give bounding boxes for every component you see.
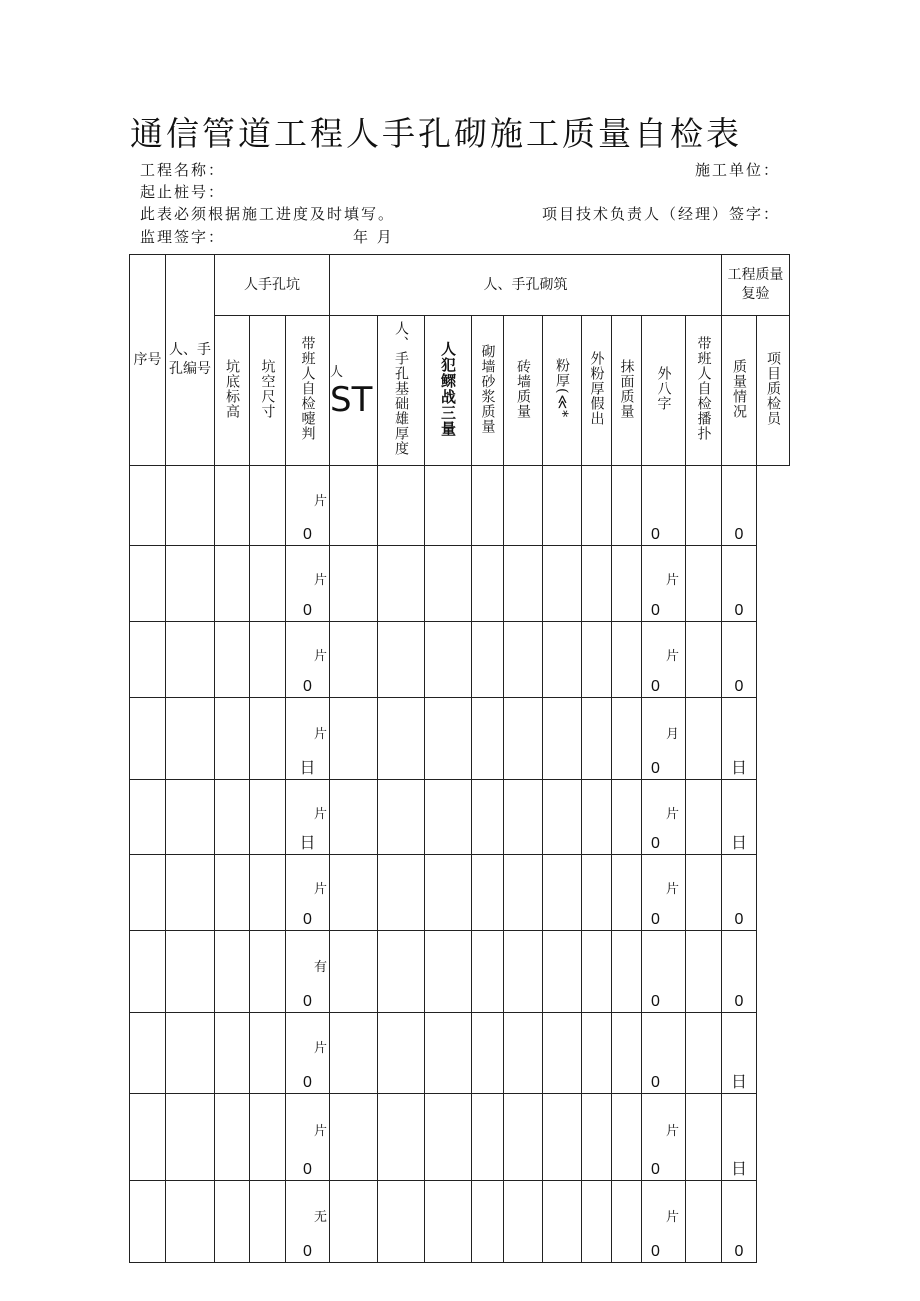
construction-unit-label: 施工单位： [695, 161, 781, 179]
table-cell[interactable] [582, 546, 612, 622]
table-cell[interactable] [722, 855, 757, 931]
table-cell[interactable] [330, 698, 378, 780]
cell-mark: 0 [651, 760, 660, 777]
cell-mark: 日 [730, 1161, 747, 1178]
table-cell[interactable] [378, 855, 425, 931]
table-cell[interactable] [472, 546, 504, 622]
table-cell[interactable] [425, 622, 472, 698]
table-cell[interactable] [722, 698, 757, 780]
table-row [130, 780, 790, 855]
table-cell[interactable] [215, 698, 250, 780]
cell-mark: 0 [303, 678, 312, 695]
table-cell[interactable] [504, 855, 543, 931]
table-cell[interactable] [582, 698, 612, 780]
cell-mark: 片 [665, 649, 679, 664]
cell-mark: 0 [303, 602, 312, 619]
inspection-table [129, 254, 790, 1263]
table-cell[interactable] [166, 1013, 215, 1094]
table-cell[interactable] [378, 780, 425, 855]
table-row [130, 1181, 790, 1263]
table-cell[interactable] [250, 931, 286, 1013]
table-cell[interactable] [425, 546, 472, 622]
table-cell[interactable] [543, 622, 582, 698]
cell-mark: 0 [651, 526, 660, 543]
cell-mark: 0 [734, 911, 744, 928]
table-cell[interactable] [722, 931, 757, 1013]
cell-mark: 0 [734, 678, 744, 695]
table-cell[interactable] [472, 622, 504, 698]
cell-mark: 片 [313, 573, 327, 588]
table-cell[interactable] [582, 780, 612, 855]
table-cell[interactable] [215, 466, 250, 546]
table-cell[interactable] [166, 1181, 215, 1263]
table-cell[interactable] [425, 1013, 472, 1094]
table-cell[interactable] [686, 546, 722, 622]
cell-mark: 片 [313, 1124, 327, 1139]
table-cell[interactable] [504, 1013, 543, 1094]
table-cell[interactable] [250, 780, 286, 855]
table-cell[interactable] [642, 466, 686, 546]
table-cell[interactable] [425, 1181, 472, 1263]
table-cell[interactable] [166, 546, 215, 622]
table-cell[interactable] [642, 698, 686, 780]
cell-mark: 片 [665, 807, 679, 822]
table-cell[interactable] [330, 622, 378, 698]
table-cell[interactable] [686, 1013, 722, 1094]
table-cell[interactable] [582, 1181, 612, 1263]
cell-mark: 0 [651, 911, 660, 928]
table-cell[interactable] [686, 855, 722, 931]
table-cell[interactable] [686, 780, 722, 855]
table-cell[interactable] [722, 466, 757, 546]
cell-mark: 有 [313, 960, 327, 975]
table-cell[interactable] [378, 1013, 425, 1094]
cell-mark: 0 [734, 602, 744, 619]
header-pit-size: 坑空尺寸 [250, 316, 286, 466]
table-cell[interactable] [166, 931, 215, 1013]
table-cell[interactable] [130, 1094, 166, 1181]
table-cell[interactable] [686, 466, 722, 546]
table-cell[interactable] [166, 780, 215, 855]
header-build-group: 人、手孔砌筑 [330, 255, 722, 316]
table-cell[interactable] [215, 1013, 250, 1094]
table-cell[interactable] [166, 1094, 215, 1181]
cell-mark: 0 [651, 602, 660, 619]
page-title: 通信管道工程人手孔砌施工质量自检表 [130, 114, 742, 153]
table-cell[interactable] [543, 780, 582, 855]
table-cell[interactable] [686, 931, 722, 1013]
table-cell[interactable] [130, 1181, 166, 1263]
table-cell[interactable] [378, 931, 425, 1013]
table-cell[interactable] [722, 622, 757, 698]
table-row [130, 1013, 790, 1094]
cell-mark: 日 [730, 1074, 747, 1091]
table-cell[interactable] [130, 546, 166, 622]
header-base-thickness: 人、手孔基础雄厚度 [378, 316, 425, 466]
cell-mark: 0 [303, 1243, 312, 1260]
table-cell[interactable] [286, 698, 330, 780]
table-cell[interactable] [642, 855, 686, 931]
header-pit-group: 人手孔坑 [215, 255, 330, 316]
cell-mark: 0 [651, 1243, 660, 1260]
table-cell[interactable] [582, 855, 612, 931]
cell-mark: 片 [313, 494, 327, 509]
table-cell[interactable] [130, 466, 166, 546]
table-cell[interactable] [330, 780, 378, 855]
table-cell[interactable] [504, 1094, 543, 1181]
table-cell[interactable] [472, 1094, 504, 1181]
table-cell[interactable] [504, 780, 543, 855]
cell-mark: 0 [734, 526, 744, 543]
header-recheck-group: 工程质量复验 [722, 255, 790, 316]
table-cell[interactable] [582, 931, 612, 1013]
table-cell[interactable] [330, 466, 378, 546]
header-hole-no: 人、手孔编号 [166, 255, 215, 466]
header-plaster-thickness: 粉厚(≪* [543, 316, 582, 466]
cell-mark: 片 [313, 649, 327, 664]
cell-mark: 0 [303, 526, 312, 543]
header-build-self-check: 带班人自检播扑 [686, 316, 722, 466]
table-cell[interactable] [330, 1094, 378, 1181]
table-cell[interactable] [330, 855, 378, 931]
table-row [130, 546, 790, 622]
header-outer-eight: 外八字 [642, 316, 686, 466]
table-cell[interactable] [472, 855, 504, 931]
table-cell[interactable] [472, 1013, 504, 1094]
table-cell[interactable] [250, 1181, 286, 1263]
cell-mark: 0 [734, 993, 744, 1010]
cell-mark: 0 [734, 1243, 744, 1260]
table-cell[interactable] [425, 698, 472, 780]
table-cell[interactable] [504, 698, 543, 780]
table-cell[interactable] [166, 855, 215, 931]
cell-mark: 0 [303, 1161, 312, 1178]
table-cell[interactable] [378, 1181, 425, 1263]
header-outer-plaster: 外粉厚假出 [582, 316, 612, 466]
table-cell[interactable] [130, 931, 166, 1013]
table-cell[interactable] [330, 931, 378, 1013]
table-row [130, 698, 790, 780]
header-col-a: 人ST [330, 316, 378, 466]
table-cell[interactable] [286, 546, 330, 622]
table-cell[interactable] [504, 931, 543, 1013]
cell-mark: 日 [299, 760, 316, 777]
table-cell[interactable] [472, 698, 504, 780]
header-seq: 序号 [130, 255, 166, 466]
table-cell[interactable] [582, 466, 612, 546]
cell-mark: 日 [730, 760, 747, 777]
table-cell[interactable] [642, 546, 686, 622]
cell-mark: 0 [303, 993, 312, 1010]
table-cell[interactable] [582, 622, 612, 698]
cell-mark: 日 [730, 835, 747, 852]
table-cell[interactable] [686, 1094, 722, 1181]
table-cell[interactable] [642, 1181, 686, 1263]
cell-mark: 片 [665, 573, 679, 588]
table-cell[interactable] [330, 1181, 378, 1263]
table-cell[interactable] [215, 855, 250, 931]
table-cell[interactable] [425, 931, 472, 1013]
table-row [130, 466, 790, 546]
cell-mark: 月 [665, 727, 679, 742]
header-pit-bottom: 坑底标高 [215, 316, 250, 466]
header-mortar-quality: 砌墙砂浆质量 [472, 316, 504, 466]
cell-mark: 0 [651, 993, 660, 1010]
table-cell[interactable] [130, 622, 166, 698]
table-cell[interactable] [286, 931, 330, 1013]
table-cell[interactable] [250, 622, 286, 698]
table-cell[interactable] [642, 780, 686, 855]
table-cell[interactable] [286, 1181, 330, 1263]
table-cell[interactable] [130, 698, 166, 780]
table-cell[interactable] [425, 1094, 472, 1181]
table-cell[interactable] [250, 466, 286, 546]
cell-mark: 片 [665, 882, 679, 897]
table-cell[interactable] [543, 1181, 582, 1263]
table-cell[interactable] [378, 622, 425, 698]
supervisor-sign-label: 监理签字： [140, 228, 226, 246]
instruction-text: 此表必须根据施工进度及时填写。 [140, 205, 396, 223]
cell-mark: 0 [651, 835, 660, 852]
cell-mark: 0 [303, 1074, 312, 1091]
header-brick-quality: 砖墙质量 [504, 316, 543, 466]
table-cell[interactable] [215, 1181, 250, 1263]
cell-mark: 片 [313, 882, 327, 897]
table-cell[interactable] [582, 1094, 612, 1181]
table-cell[interactable] [166, 698, 215, 780]
cell-mark: 片 [665, 1210, 679, 1225]
table-cell[interactable] [215, 780, 250, 855]
table-cell[interactable] [504, 622, 543, 698]
table-cell[interactable] [543, 1013, 582, 1094]
table-cell[interactable] [543, 855, 582, 931]
table-cell[interactable] [425, 466, 472, 546]
table-cell[interactable] [642, 931, 686, 1013]
table-cell[interactable] [330, 1013, 378, 1094]
table-cell[interactable] [286, 622, 330, 698]
table-cell[interactable] [686, 1181, 722, 1263]
table-cell[interactable] [250, 698, 286, 780]
table-cell[interactable] [642, 1013, 686, 1094]
stake-range-label: 起止桩号： [140, 183, 226, 201]
table-cell[interactable] [286, 780, 330, 855]
table-cell[interactable] [378, 698, 425, 780]
table-cell[interactable] [504, 546, 543, 622]
cell-mark: 0 [651, 1161, 660, 1178]
cell-mark: 0 [651, 678, 660, 695]
table-cell[interactable] [286, 855, 330, 931]
cell-mark: 片 [313, 807, 327, 822]
table-cell[interactable] [130, 1013, 166, 1094]
table-cell[interactable] [722, 1013, 757, 1094]
cell-mark: 片 [313, 727, 327, 742]
table-cell[interactable] [472, 1181, 504, 1263]
table-cell[interactable] [686, 622, 722, 698]
table-cell[interactable] [215, 622, 250, 698]
header-pit-self-check: 带班人自检嚏判 [286, 316, 330, 466]
table-cell[interactable] [686, 698, 722, 780]
cell-mark: 0 [303, 911, 312, 928]
table-row [130, 931, 790, 1013]
tech-lead-sign-label: 项目技术负责人（经理）签字： [542, 205, 781, 223]
cell-mark: 无 [313, 1210, 327, 1225]
table-row [130, 1094, 790, 1181]
table-row [130, 622, 790, 698]
table-cell[interactable] [378, 1094, 425, 1181]
table-cell[interactable] [286, 1013, 330, 1094]
cell-mark: 片 [665, 1124, 679, 1139]
header-col-c: 人犯鳏战三量 [425, 316, 472, 466]
table-cell[interactable] [543, 931, 582, 1013]
table-cell[interactable] [215, 931, 250, 1013]
header-wipe-quality: 抹面质量 [612, 316, 642, 466]
table-cell[interactable] [215, 1094, 250, 1181]
table-cell[interactable] [215, 546, 250, 622]
table-cell[interactable] [378, 466, 425, 546]
table-row [130, 855, 790, 931]
table-cell[interactable] [543, 466, 582, 546]
table-cell[interactable] [642, 622, 686, 698]
table-cell[interactable] [130, 855, 166, 931]
table-cell[interactable] [504, 466, 543, 546]
table-cell[interactable] [166, 466, 215, 546]
table-cell[interactable] [130, 780, 166, 855]
table-cell[interactable] [722, 1094, 757, 1181]
table-cell[interactable] [425, 855, 472, 931]
table-cell[interactable] [250, 855, 286, 931]
table-cell[interactable] [166, 622, 215, 698]
project-name-label: 工程名称： [140, 161, 226, 179]
table-cell[interactable] [250, 1094, 286, 1181]
table-cell[interactable] [722, 546, 757, 622]
table-cell[interactable] [250, 1013, 286, 1094]
table-cell[interactable] [378, 546, 425, 622]
header-quality-status: 质量情况 [722, 316, 757, 466]
header-inspector: 项目质检员 [757, 316, 790, 466]
table-cell[interactable] [642, 1094, 686, 1181]
table-cell[interactable] [504, 1181, 543, 1263]
table-cell[interactable] [722, 1181, 757, 1263]
table-cell[interactable] [582, 1013, 612, 1094]
table-cell[interactable] [472, 931, 504, 1013]
cell-mark: 片 [313, 1041, 327, 1056]
table-cell[interactable] [472, 780, 504, 855]
table-cell[interactable] [425, 780, 472, 855]
table-cell[interactable] [722, 780, 757, 855]
table-cell[interactable] [543, 698, 582, 780]
cell-mark: 日 [299, 835, 316, 852]
table-cell[interactable] [250, 546, 286, 622]
table-cell[interactable] [472, 466, 504, 546]
table-cell[interactable] [330, 546, 378, 622]
table-cell[interactable] [543, 1094, 582, 1181]
table-cell[interactable] [286, 466, 330, 546]
table-cell[interactable] [286, 1094, 330, 1181]
date-label: 年 月 [353, 228, 394, 246]
cell-mark: 0 [651, 1074, 660, 1091]
table-cell[interactable] [543, 546, 582, 622]
